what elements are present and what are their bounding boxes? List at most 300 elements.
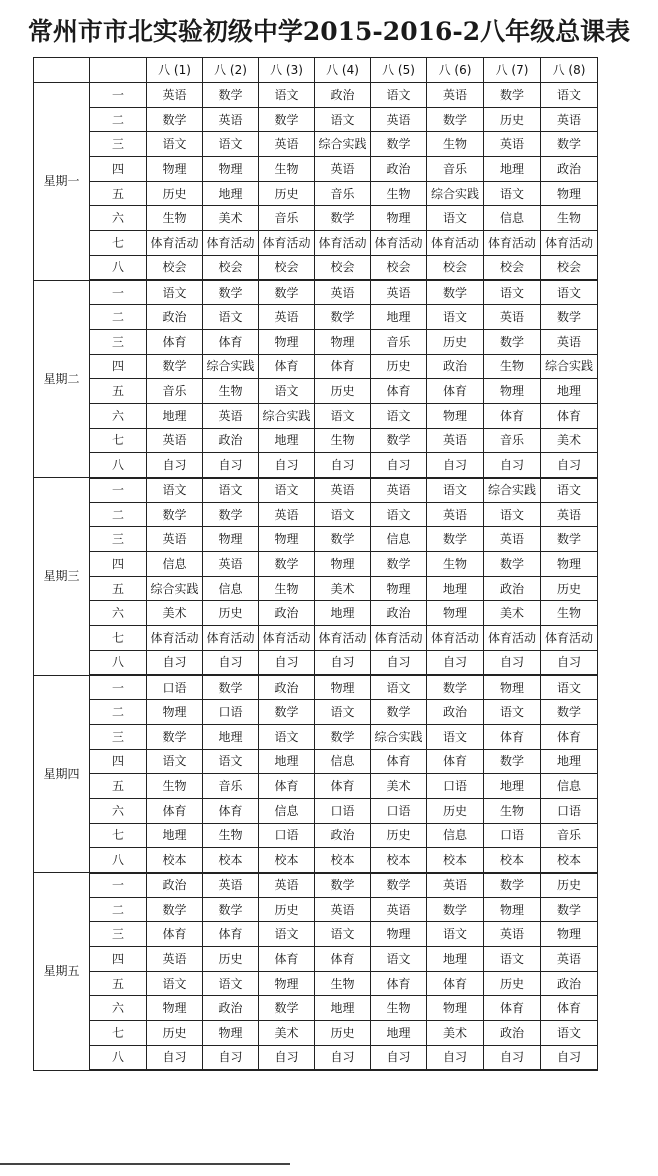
subject-cell: 综合实践	[259, 403, 315, 428]
subject-cell: 综合实践	[203, 354, 259, 379]
subject-cell: 自习	[259, 1045, 315, 1070]
subject-cell: 体育	[371, 971, 427, 996]
table-row	[34, 601, 598, 626]
subject-cell: 地理	[147, 403, 203, 428]
subject-cell: 语文	[147, 478, 203, 503]
subject-cell: 物理	[147, 700, 203, 725]
subject-cell: 生物	[259, 157, 315, 182]
subject-cell: 政治	[371, 601, 427, 626]
subject-cell: 语文	[315, 107, 371, 132]
subject-cell: 英语	[371, 478, 427, 503]
table-row	[34, 157, 598, 182]
subject-cell: 物理	[484, 379, 541, 404]
subject-cell: 数学	[315, 527, 371, 552]
subject-cell: 英语	[371, 107, 427, 132]
subject-cell: 生物	[371, 181, 427, 206]
subject-cell: 体育活动	[259, 626, 315, 651]
subject-cell: 政治	[147, 305, 203, 330]
table-row	[34, 798, 598, 823]
period-label: 五	[90, 379, 147, 404]
subject-cell: 政治	[315, 823, 371, 848]
subject-cell: 政治	[541, 971, 598, 996]
subject-cell: 物理	[315, 552, 371, 577]
subject-cell: 音乐	[371, 329, 427, 354]
subject-cell: 语文	[315, 502, 371, 527]
subject-cell: 英语	[259, 305, 315, 330]
subject-cell: 物理	[203, 157, 259, 182]
day-label: 星期一	[34, 83, 90, 281]
table-row	[34, 1021, 598, 1046]
period-label: 四	[90, 157, 147, 182]
subject-cell: 美术	[315, 576, 371, 601]
subject-cell: 数学	[315, 873, 371, 898]
subject-cell: 生物	[541, 206, 598, 231]
subject-cell: 数学	[259, 700, 315, 725]
subject-cell: 数学	[484, 749, 541, 774]
subject-cell: 历史	[541, 576, 598, 601]
subject-cell: 数学	[147, 724, 203, 749]
subject-cell: 语文	[203, 132, 259, 157]
table-row	[34, 848, 598, 873]
table-row	[34, 107, 598, 132]
subject-cell: 音乐	[259, 206, 315, 231]
subject-cell: 语文	[259, 724, 315, 749]
subject-cell: 自习	[147, 650, 203, 675]
subject-cell: 自习	[315, 1045, 371, 1070]
subject-cell: 语文	[259, 478, 315, 503]
subject-cell: 信息	[203, 576, 259, 601]
period-label: 五	[90, 181, 147, 206]
subject-cell: 数学	[147, 107, 203, 132]
subject-cell: 口语	[203, 700, 259, 725]
subject-cell: 体育	[147, 798, 203, 823]
subject-cell: 校会	[427, 255, 484, 280]
class-header: 八 (8)	[541, 58, 598, 83]
period-label: 八	[90, 650, 147, 675]
subject-cell: 英语	[541, 947, 598, 972]
subject-cell: 美术	[427, 1021, 484, 1046]
subject-cell: 政治	[484, 1021, 541, 1046]
subject-cell: 生物	[203, 823, 259, 848]
subject-cell: 信息	[541, 774, 598, 799]
subject-cell: 生物	[371, 996, 427, 1021]
subject-cell: 生物	[147, 206, 203, 231]
class-header: 八 (4)	[315, 58, 371, 83]
corner-cell	[34, 58, 90, 83]
corner-cell	[90, 58, 147, 83]
subject-cell: 数学	[541, 305, 598, 330]
period-label: 四	[90, 354, 147, 379]
subject-cell: 英语	[203, 403, 259, 428]
period-label: 二	[90, 107, 147, 132]
subject-cell: 体育	[484, 724, 541, 749]
subject-cell: 体育	[427, 971, 484, 996]
subject-cell: 物理	[147, 157, 203, 182]
subject-cell: 美术	[147, 601, 203, 626]
period-label: 三	[90, 527, 147, 552]
subject-cell: 体育	[203, 922, 259, 947]
subject-cell: 语文	[484, 502, 541, 527]
subject-cell: 自习	[315, 453, 371, 478]
subject-cell: 音乐	[484, 428, 541, 453]
period-label: 六	[90, 206, 147, 231]
subject-cell: 体育	[541, 724, 598, 749]
period-label: 八	[90, 1045, 147, 1070]
subject-cell: 数学	[203, 675, 259, 700]
table-row	[34, 922, 598, 947]
subject-cell: 英语	[484, 305, 541, 330]
subject-cell: 英语	[371, 897, 427, 922]
subject-cell: 物理	[315, 675, 371, 700]
subject-cell: 地理	[484, 774, 541, 799]
subject-cell: 物理	[147, 996, 203, 1021]
period-label: 一	[90, 873, 147, 898]
subject-cell: 地理	[147, 823, 203, 848]
subject-cell: 生物	[427, 132, 484, 157]
subject-cell: 语文	[147, 132, 203, 157]
subject-cell: 体育活动	[484, 626, 541, 651]
subject-cell: 自习	[541, 650, 598, 675]
subject-cell: 数学	[203, 83, 259, 108]
table-row	[34, 379, 598, 404]
subject-cell: 英语	[427, 502, 484, 527]
table-row	[34, 478, 598, 503]
subject-cell: 生物	[259, 576, 315, 601]
subject-cell: 生物	[427, 552, 484, 577]
subject-cell: 生物	[541, 601, 598, 626]
subject-cell: 体育活动	[484, 231, 541, 256]
subject-cell: 体育	[259, 774, 315, 799]
subject-cell: 生物	[484, 354, 541, 379]
subject-cell: 综合实践	[315, 132, 371, 157]
subject-cell: 数学	[259, 280, 315, 305]
subject-cell: 数学	[371, 873, 427, 898]
subject-cell: 物理	[484, 675, 541, 700]
subject-cell: 数学	[147, 897, 203, 922]
subject-cell: 英语	[427, 83, 484, 108]
subject-cell: 历史	[427, 329, 484, 354]
subject-cell: 物理	[541, 922, 598, 947]
subject-cell: 体育	[147, 329, 203, 354]
subject-cell: 英语	[259, 132, 315, 157]
subject-cell: 校本	[371, 848, 427, 873]
subject-cell: 校会	[315, 255, 371, 280]
subject-cell: 英语	[147, 947, 203, 972]
subject-cell: 数学	[371, 132, 427, 157]
subject-cell: 语文	[371, 947, 427, 972]
subject-cell: 自习	[427, 650, 484, 675]
subject-cell: 语文	[371, 675, 427, 700]
subject-cell: 数学	[541, 527, 598, 552]
subject-cell: 物理	[259, 527, 315, 552]
subject-cell: 体育	[371, 749, 427, 774]
subject-cell: 语文	[541, 83, 598, 108]
subject-cell: 数学	[315, 305, 371, 330]
subject-cell: 信息	[427, 823, 484, 848]
subject-cell: 物理	[541, 552, 598, 577]
subject-cell: 语文	[541, 1021, 598, 1046]
subject-cell: 物理	[259, 329, 315, 354]
subject-cell: 音乐	[147, 379, 203, 404]
subject-cell: 自习	[427, 1045, 484, 1070]
subject-cell: 政治	[427, 700, 484, 725]
subject-cell: 数学	[371, 700, 427, 725]
subject-cell: 英语	[484, 922, 541, 947]
period-label: 三	[90, 724, 147, 749]
subject-cell: 数学	[315, 724, 371, 749]
subject-cell: 物理	[427, 996, 484, 1021]
subject-cell: 历史	[484, 971, 541, 996]
subject-cell: 数学	[541, 897, 598, 922]
class-header: 八 (5)	[371, 58, 427, 83]
subject-cell: 口语	[147, 675, 203, 700]
table-row	[34, 873, 598, 898]
subject-cell: 地理	[203, 724, 259, 749]
subject-cell: 校会	[259, 255, 315, 280]
subject-cell: 数学	[427, 897, 484, 922]
subject-cell: 数学	[484, 873, 541, 898]
table-row	[34, 83, 598, 108]
subject-cell: 信息	[484, 206, 541, 231]
subject-cell: 英语	[315, 157, 371, 182]
table-row	[34, 1045, 598, 1070]
subject-cell: 体育	[203, 798, 259, 823]
subject-cell: 体育	[484, 996, 541, 1021]
subject-cell: 历史	[371, 823, 427, 848]
subject-cell: 口语	[371, 798, 427, 823]
subject-cell: 数学	[259, 996, 315, 1021]
subject-cell: 政治	[484, 576, 541, 601]
subject-cell: 体育活动	[315, 231, 371, 256]
subject-cell: 美术	[371, 774, 427, 799]
table-row	[34, 576, 598, 601]
table-row	[34, 700, 598, 725]
subject-cell: 语文	[427, 206, 484, 231]
subject-cell: 口语	[541, 798, 598, 823]
subject-cell: 体育活动	[315, 626, 371, 651]
subject-cell: 历史	[259, 897, 315, 922]
table-row	[34, 428, 598, 453]
subject-cell: 美术	[203, 206, 259, 231]
subject-cell: 语文	[427, 922, 484, 947]
class-header: 八 (2)	[203, 58, 259, 83]
subject-cell: 综合实践	[427, 181, 484, 206]
period-label: 七	[90, 823, 147, 848]
subject-cell: 信息	[147, 552, 203, 577]
subject-cell: 政治	[259, 675, 315, 700]
subject-cell: 生物	[203, 379, 259, 404]
subject-cell: 英语	[203, 552, 259, 577]
subject-cell: 生物	[147, 774, 203, 799]
subject-cell: 英语	[541, 107, 598, 132]
subject-cell: 综合实践	[147, 576, 203, 601]
subject-cell: 自习	[541, 1045, 598, 1070]
table-row	[34, 897, 598, 922]
period-label: 八	[90, 848, 147, 873]
subject-cell: 综合实践	[484, 478, 541, 503]
subject-cell: 历史	[147, 181, 203, 206]
subject-cell: 语文	[259, 83, 315, 108]
subject-cell: 体育活动	[203, 231, 259, 256]
subject-cell: 地理	[427, 576, 484, 601]
period-label: 五	[90, 971, 147, 996]
table-row	[34, 675, 598, 700]
table-row	[34, 971, 598, 996]
subject-cell: 政治	[315, 83, 371, 108]
table-row	[34, 774, 598, 799]
subject-cell: 英语	[484, 527, 541, 552]
subject-cell: 音乐	[315, 181, 371, 206]
subject-cell: 体育	[315, 774, 371, 799]
subject-cell: 体育	[259, 354, 315, 379]
subject-cell: 英语	[203, 107, 259, 132]
class-header: 八 (3)	[259, 58, 315, 83]
subject-cell: 语文	[427, 724, 484, 749]
class-header: 八 (7)	[484, 58, 541, 83]
class-header: 八 (6)	[427, 58, 484, 83]
subject-cell: 体育	[541, 403, 598, 428]
subject-cell: 数学	[203, 280, 259, 305]
period-label: 八	[90, 255, 147, 280]
subject-cell: 自习	[371, 1045, 427, 1070]
scan-edge-line	[0, 1163, 290, 1165]
period-label: 六	[90, 403, 147, 428]
table-row	[34, 231, 598, 256]
subject-cell: 英语	[147, 428, 203, 453]
subject-cell: 政治	[147, 873, 203, 898]
table-row	[34, 650, 598, 675]
subject-cell: 数学	[371, 552, 427, 577]
subject-cell: 校会	[484, 255, 541, 280]
subject-cell: 校本	[147, 848, 203, 873]
subject-cell: 自习	[259, 453, 315, 478]
subject-cell: 数学	[259, 107, 315, 132]
period-label: 一	[90, 280, 147, 305]
subject-cell: 体育活动	[427, 626, 484, 651]
day-label: 星期四	[34, 675, 90, 873]
subject-cell: 政治	[203, 428, 259, 453]
subject-cell: 口语	[315, 798, 371, 823]
subject-cell: 体育	[147, 922, 203, 947]
subject-cell: 英语	[259, 873, 315, 898]
subject-cell: 数学	[147, 354, 203, 379]
subject-cell: 数学	[427, 280, 484, 305]
subject-cell: 语文	[427, 478, 484, 503]
subject-cell: 政治	[427, 354, 484, 379]
subject-cell: 历史	[147, 1021, 203, 1046]
subject-cell: 体育活动	[203, 626, 259, 651]
table-row	[34, 527, 598, 552]
subject-cell: 地理	[484, 157, 541, 182]
period-label: 四	[90, 749, 147, 774]
subject-cell: 数学	[371, 428, 427, 453]
subject-cell: 语文	[147, 971, 203, 996]
subject-cell: 数学	[427, 675, 484, 700]
subject-cell: 政治	[371, 157, 427, 182]
subject-cell: 语文	[484, 700, 541, 725]
subject-cell: 英语	[259, 502, 315, 527]
subject-cell: 体育活动	[427, 231, 484, 256]
subject-cell: 语文	[484, 947, 541, 972]
subject-cell: 体育	[203, 329, 259, 354]
period-label: 七	[90, 428, 147, 453]
subject-cell: 校本	[541, 848, 598, 873]
subject-cell: 政治	[259, 601, 315, 626]
subject-cell: 校会	[203, 255, 259, 280]
period-label: 四	[90, 552, 147, 577]
subject-cell: 体育活动	[259, 231, 315, 256]
period-label: 二	[90, 700, 147, 725]
subject-cell: 语文	[541, 280, 598, 305]
subject-cell: 体育活动	[371, 231, 427, 256]
subject-cell: 物理	[203, 1021, 259, 1046]
subject-cell: 校本	[484, 848, 541, 873]
subject-cell: 自习	[371, 453, 427, 478]
subject-cell: 自习	[203, 453, 259, 478]
subject-cell: 语文	[427, 305, 484, 330]
subject-cell: 数学	[203, 502, 259, 527]
period-label: 一	[90, 478, 147, 503]
subject-cell: 语文	[203, 971, 259, 996]
subject-cell: 物理	[484, 897, 541, 922]
subject-cell: 历史	[484, 107, 541, 132]
subject-cell: 语文	[371, 502, 427, 527]
subject-cell: 自习	[541, 453, 598, 478]
table-row	[34, 305, 598, 330]
subject-cell: 综合实践	[541, 354, 598, 379]
subject-cell: 语文	[147, 749, 203, 774]
subject-cell: 校本	[259, 848, 315, 873]
subject-cell: 体育活动	[147, 626, 203, 651]
subject-cell: 数学	[484, 552, 541, 577]
subject-cell: 校本	[315, 848, 371, 873]
table-row	[34, 181, 598, 206]
subject-cell: 物理	[427, 403, 484, 428]
subject-cell: 英语	[371, 280, 427, 305]
subject-cell: 体育	[315, 947, 371, 972]
subject-cell: 生物	[315, 971, 371, 996]
subject-cell: 地理	[315, 601, 371, 626]
subject-cell: 数学	[484, 329, 541, 354]
subject-cell: 物理	[541, 181, 598, 206]
subject-cell: 历史	[541, 873, 598, 898]
period-label: 八	[90, 453, 147, 478]
subject-cell: 历史	[427, 798, 484, 823]
subject-cell: 数学	[315, 206, 371, 231]
subject-cell: 自习	[484, 453, 541, 478]
subject-cell: 物理	[427, 601, 484, 626]
subject-cell: 语文	[203, 749, 259, 774]
table-row	[34, 206, 598, 231]
table-row	[34, 947, 598, 972]
subject-cell: 自习	[484, 650, 541, 675]
subject-cell: 英语	[315, 478, 371, 503]
subject-cell: 地理	[315, 996, 371, 1021]
subject-cell: 语文	[259, 922, 315, 947]
subject-cell: 地理	[371, 305, 427, 330]
subject-cell: 语文	[541, 478, 598, 503]
subject-cell: 数学	[203, 897, 259, 922]
subject-cell: 英语	[147, 83, 203, 108]
subject-cell: 音乐	[427, 157, 484, 182]
period-label: 二	[90, 897, 147, 922]
subject-cell: 校本	[427, 848, 484, 873]
table-row	[34, 354, 598, 379]
subject-cell: 自习	[371, 650, 427, 675]
period-label: 七	[90, 626, 147, 651]
subject-cell: 数学	[541, 700, 598, 725]
subject-cell: 信息	[315, 749, 371, 774]
